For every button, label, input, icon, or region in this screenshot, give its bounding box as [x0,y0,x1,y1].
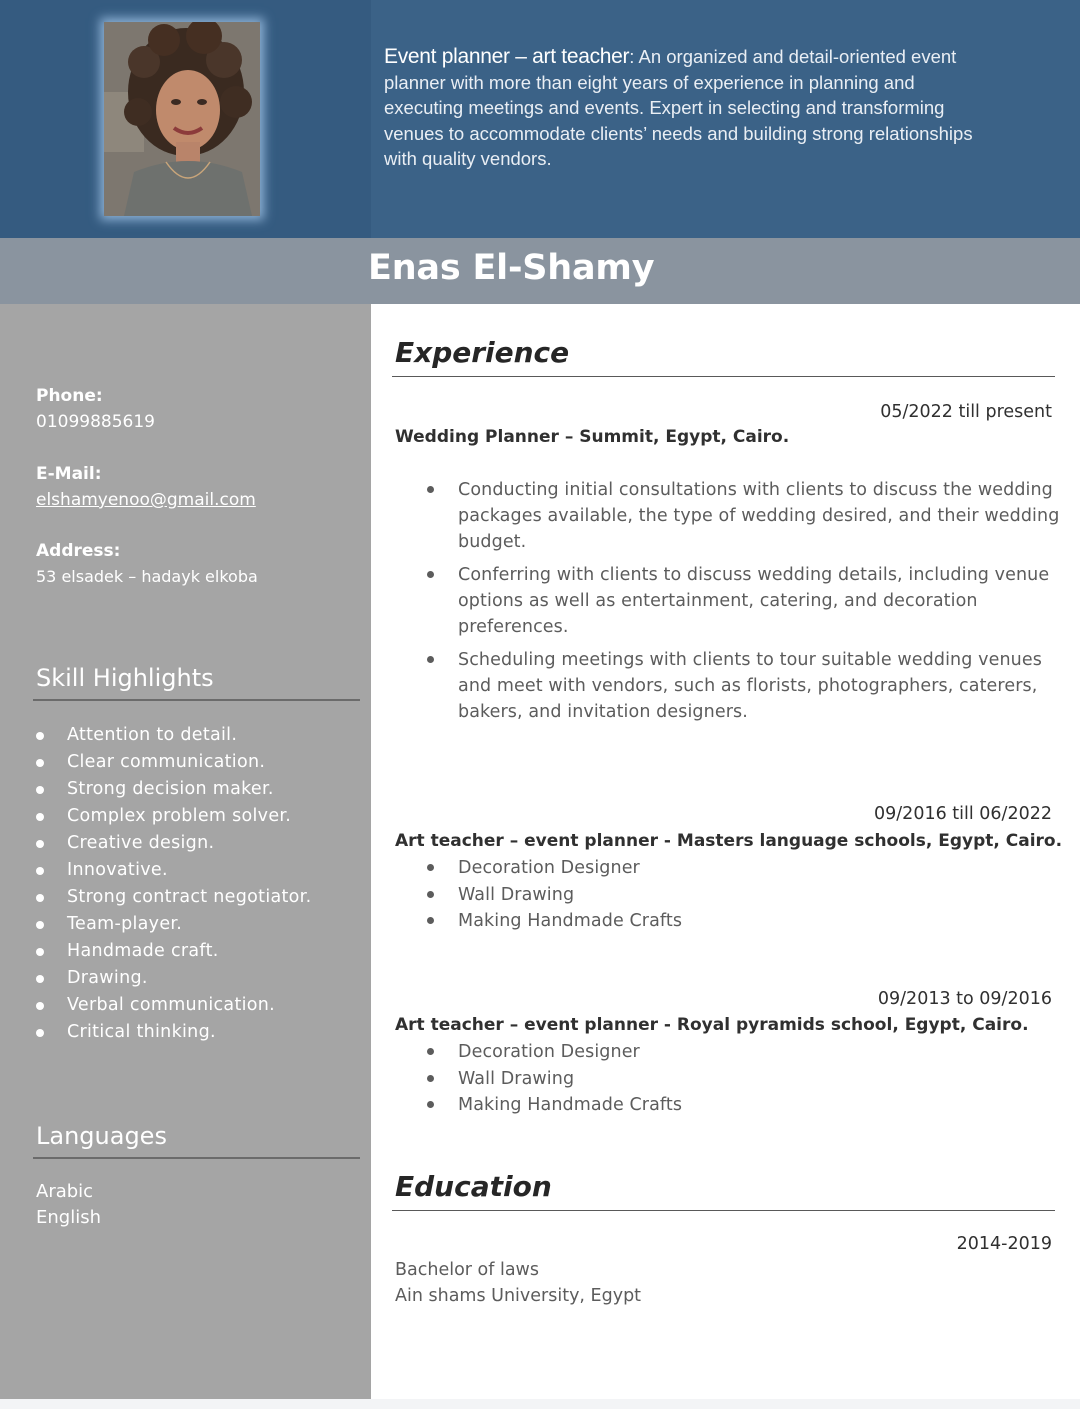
duty-item [371,562,1061,640]
email-link[interactable]: elshamyenoo@gmail.com [36,490,256,510]
duty-text: Making Handmade Crafts [458,911,683,931]
duty-text: Scheduling meetings with clients to tour suitable wedding venues and meet with vendors, such as florists, photographers, caterers, bakers, and invitation designers. [458,650,1042,722]
skills-list [0,724,311,1048]
duty-item [371,647,1061,725]
bullet-icon [36,732,44,740]
duty-text: Decoration Designer [458,1042,640,1062]
job-duties [371,855,1061,935]
bullet-icon [36,759,44,767]
duty-text: Wall Drawing [458,1068,575,1089]
bullet-icon [36,867,44,875]
skill-item [0,913,311,940]
bullet-icon [427,917,434,924]
bullet-icon [36,786,44,794]
duty-item [371,882,1061,909]
bullet-icon [427,1101,434,1108]
job-date: 05/2022 till present [880,402,1052,422]
language-item: English [36,1207,101,1228]
skill-item [0,832,311,859]
skill-text: Clear communication. [67,752,266,772]
education-divider [392,1210,1055,1211]
main-content [371,304,1080,1399]
bullet-icon [36,921,44,929]
header-band [0,0,1080,238]
bullet-icon [36,1029,44,1037]
bullet-icon [36,840,44,848]
job-date: 09/2013 to 09/2016 [877,989,1052,1009]
duty-item [371,477,1061,555]
bullet-icon [427,486,434,493]
duty-item [371,908,1061,935]
address-label: Address: [36,541,121,561]
bullet-icon [427,656,434,663]
skill-text: Strong decision maker. [67,779,274,799]
education-degree: Bachelor of laws [395,1260,539,1280]
job-title: Art teacher – event planner - Masters language schools, Egypt, Cairo. [395,831,1063,851]
education-date: 2014-2019 [956,1234,1052,1254]
bullet-icon [36,1002,44,1010]
duty-text: Conferring with clients to discuss wedding details, including venue options as well as entertainment, catering, and decoration preferences. [458,565,1050,637]
duty-text: Conducting initial consultations with clients to discuss the wedding packages available, the type of wedding desired, and their wedding budget. [458,480,1060,552]
profile-photo [104,22,260,216]
phone-value: 01099885619 [36,412,155,432]
skills-heading: Skill Highlights [36,664,214,692]
duty-item [371,1092,1061,1119]
experience-divider [392,376,1055,377]
skill-text: Strong contract negotiator. [67,887,312,907]
bullet-icon [427,571,434,578]
language-item: Arabic [36,1181,94,1202]
email-label: E-Mail: [36,464,102,484]
duty-item [371,1039,1061,1066]
bullet-icon [427,864,434,871]
duty-item [371,1066,1061,1093]
bullet-icon [36,813,44,821]
skill-item [0,724,311,751]
sidebar [0,304,371,1399]
bullet-icon [427,1048,434,1055]
bullet-icon [36,948,44,956]
phone-label: Phone: [36,386,103,406]
skill-text: Drawing. [67,968,148,988]
skill-item [0,859,311,886]
photo-panel [0,0,371,238]
skill-text: Team-player. [67,914,183,934]
name-band [0,238,1080,304]
job-date: 09/2016 till 06/2022 [874,804,1052,824]
duty-text: Decoration Designer [458,858,640,878]
skill-text: Critical thinking. [67,1022,216,1042]
education-heading: Education [395,1170,552,1203]
skill-text: Creative design. [67,833,215,853]
bullet-icon [427,891,434,898]
skill-text: Verbal communication. [67,995,276,1015]
duty-item [371,855,1061,882]
summary-text [384,44,994,172]
skill-item [0,751,311,778]
skill-item [0,967,311,994]
skill-item [0,778,311,805]
job-duties [371,477,1061,732]
job-duties [371,1039,1061,1119]
address-value: 53 elsadek – hadayk elkoba [36,567,258,586]
skill-text: Handmade craft. [67,941,219,961]
skill-text: Innovative. [67,860,168,880]
duty-text: Making Handmade Crafts [458,1095,683,1115]
bullet-icon [36,975,44,983]
skill-item [0,886,311,913]
skills-divider [33,699,360,701]
bullet-icon [36,894,44,902]
skill-item [0,805,311,832]
skill-text: Attention to detail. [67,725,238,745]
skill-text: Complex problem solver. [67,806,292,826]
education-school: Ain shams University, Egypt [395,1286,642,1306]
languages-heading: Languages [36,1122,167,1150]
bullet-icon [427,1075,434,1082]
skill-item [0,994,311,1021]
summary-lead: Event planner – art teacher [384,45,630,68]
duty-text: Wall Drawing [458,884,575,905]
skill-item [0,940,311,967]
languages-divider [33,1157,360,1159]
experience-heading: Experience [395,336,570,369]
candidate-name: Enas El-Shamy [368,248,655,288]
job-title: Wedding Planner – Summit, Egypt, Cairo. [395,427,790,447]
job-title: Art teacher – event planner - Royal pyramids school, Egypt, Cairo. [395,1015,1029,1035]
summary-body: : An organized and detail-oriented event planner with more than eight years of experience in planning and executing meetings and events. Expert in selecting and transforming venues to accommodate clients’ needs and building strong relationships with quality vendors. [384,46,973,169]
skill-item [0,1021,311,1048]
